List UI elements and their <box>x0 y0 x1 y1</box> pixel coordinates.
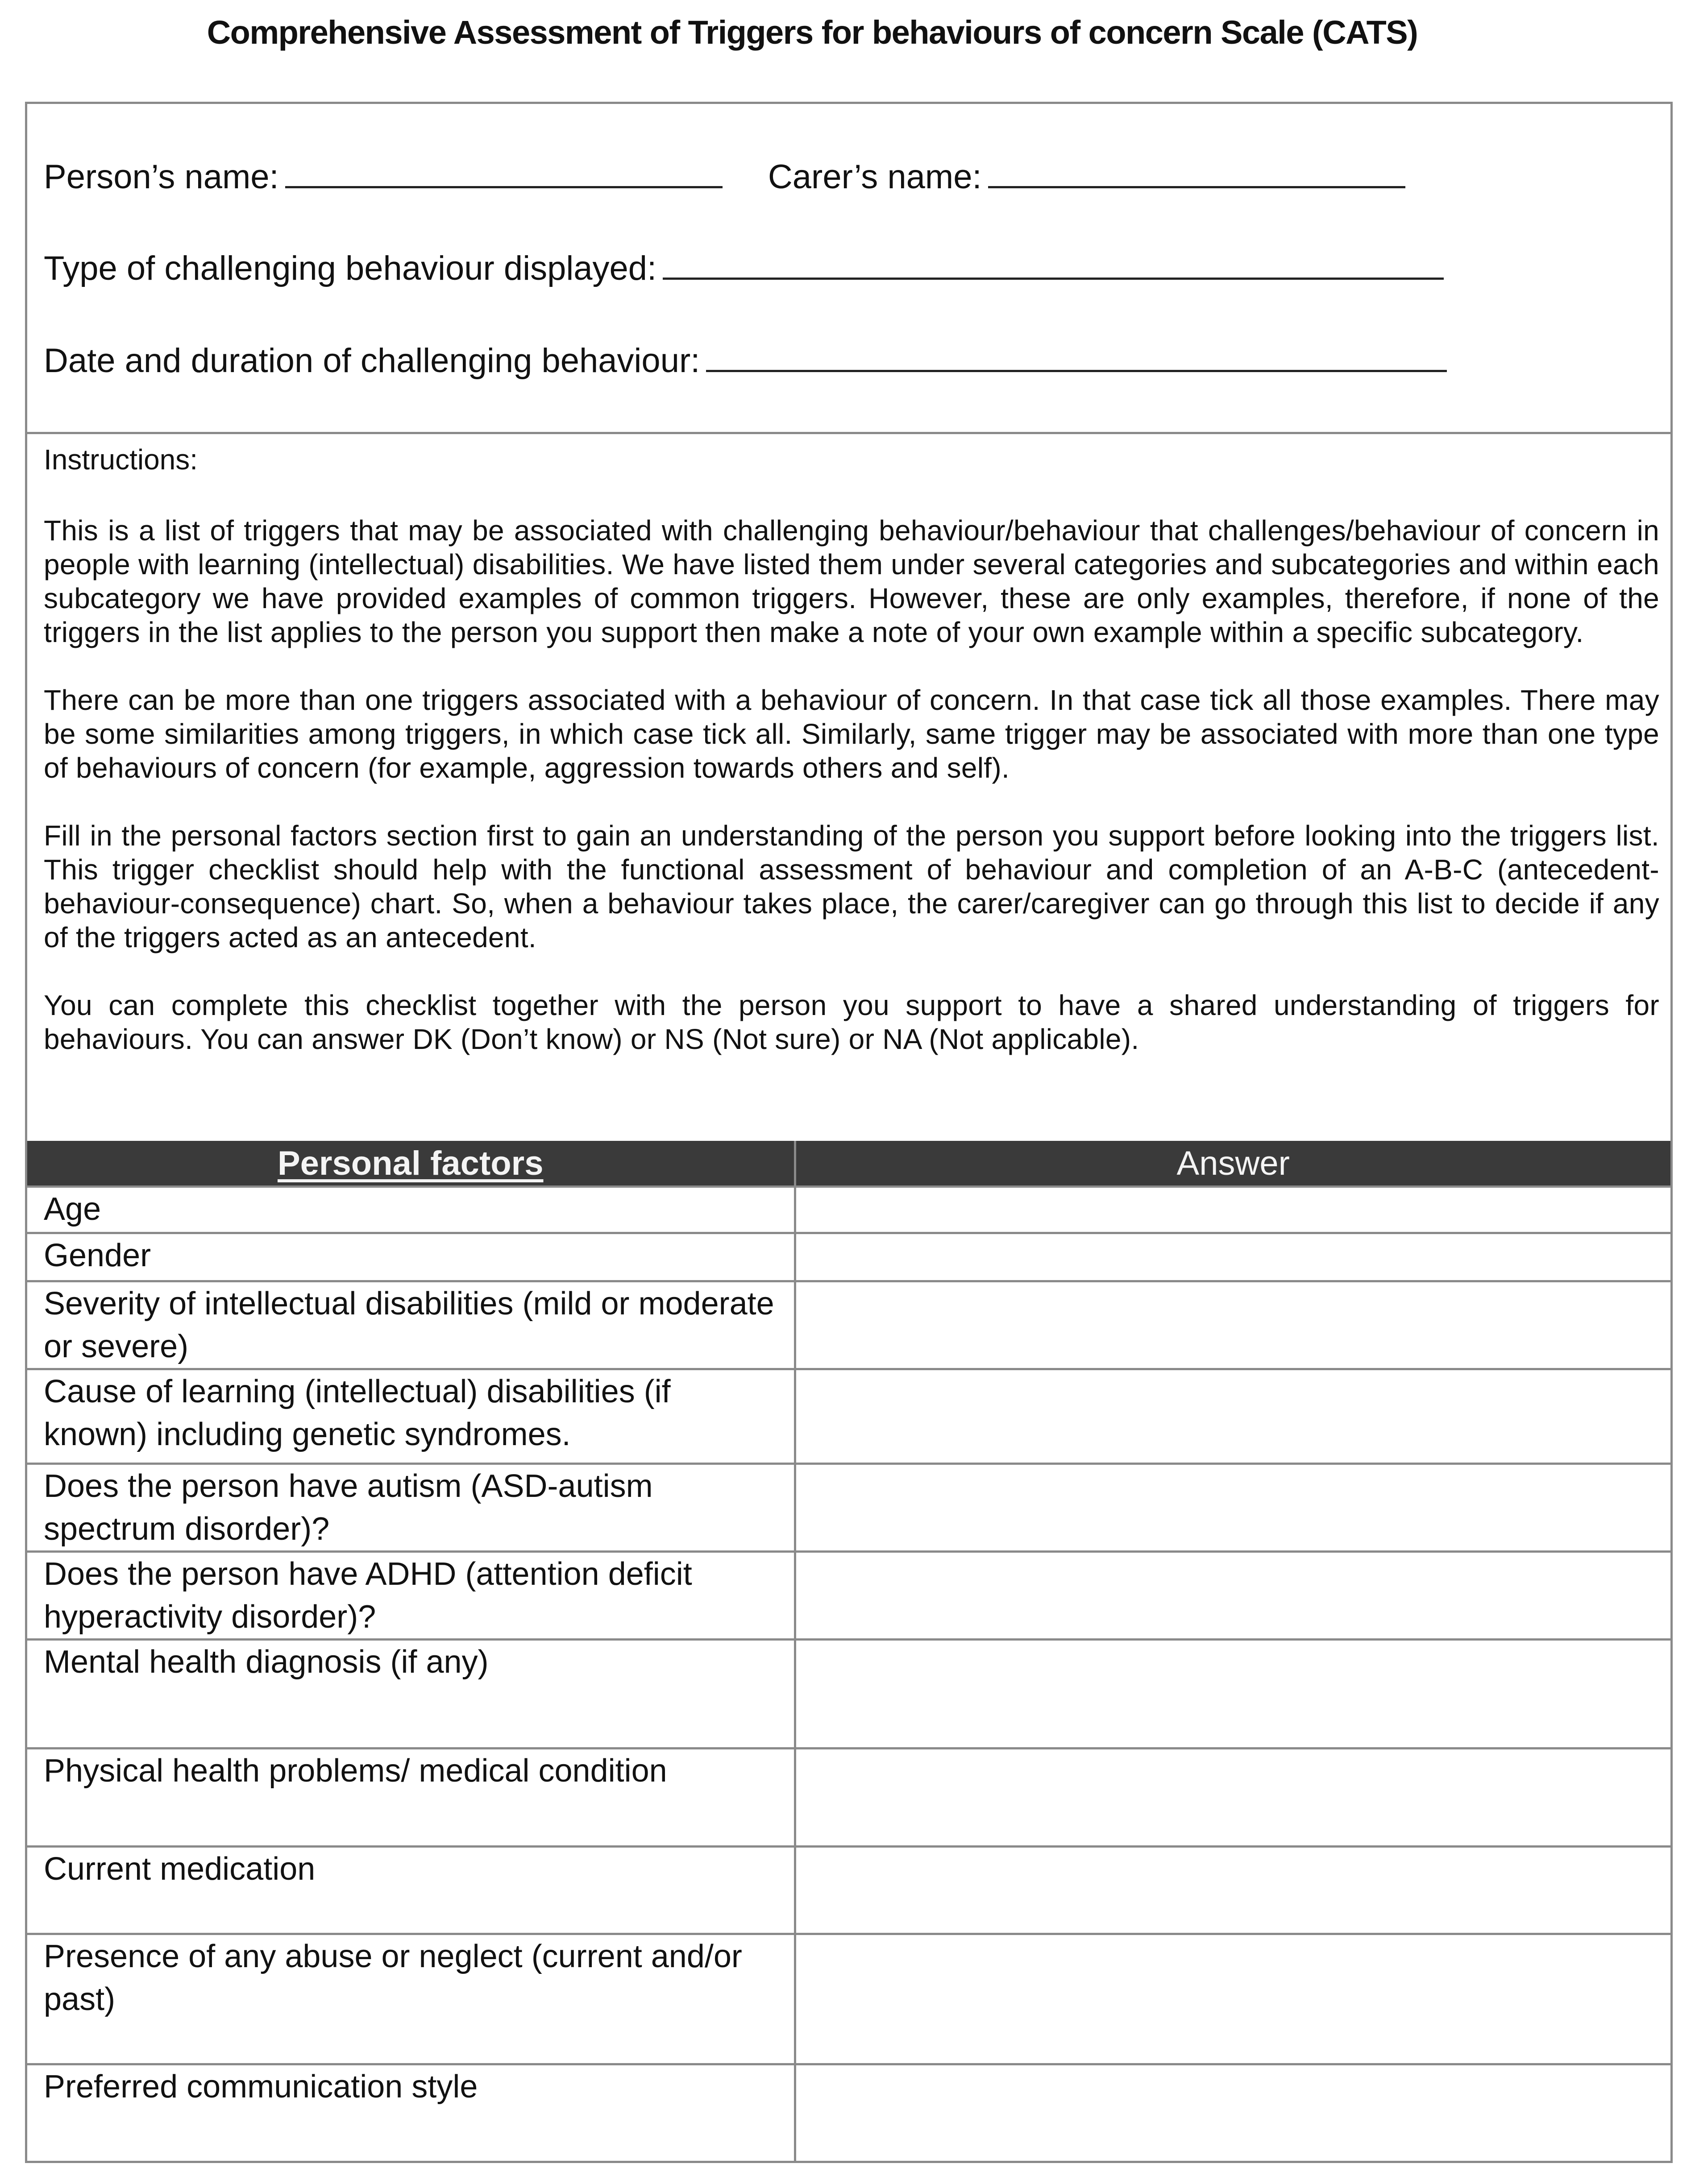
person-name-label: Person’s name: <box>44 158 279 196</box>
instructions-label: Instructions: <box>44 443 198 476</box>
date-duration-row <box>44 341 1447 380</box>
behaviour-type-input[interactable] <box>663 277 1444 280</box>
answer-cell[interactable] <box>795 1464 1670 1552</box>
answer-cell[interactable] <box>795 1847 1670 1934</box>
instructions-paragraph: Fill in the personal factors section first to gain an understanding of the person you support before looking into the triggers list. This trigger checklist should help with the functional assessment of behaviour and completion of an A-B-C (antecedent-behaviour-consequence) chart. So, when a behaviour takes place, the carer/caregiver can go through this list to decide if any of the triggers acted as an antecedent. <box>44 820 1659 953</box>
person-name-row <box>44 157 1405 196</box>
table-row <box>27 2064 1670 2163</box>
table-row <box>27 1640 1670 1749</box>
instructions-paragraph: You can complete this checklist together with the person you support to have a shared understanding of triggers for behaviours. You can answer DK (Don’t know) or NS (Not sure) or NA (Not applicable). <box>44 989 1659 1055</box>
details-section <box>27 104 1670 434</box>
factor-label: Physical health problems/ medical condition <box>27 1749 795 1847</box>
table-row <box>27 1187 1670 1233</box>
behaviour-type-row <box>44 249 1444 288</box>
table-row <box>27 1552 1670 1640</box>
answer-cell[interactable] <box>795 1369 1670 1464</box>
factor-label: Presence of any abuse or neglect (current and/or past) <box>27 1934 795 2064</box>
date-duration-label: Date and duration of challenging behaviour: <box>44 342 700 380</box>
table-header-row <box>27 1141 1670 1187</box>
form-frame <box>25 102 1673 2163</box>
carer-name-input[interactable] <box>988 186 1405 188</box>
answer-header: Answer <box>795 1141 1670 1187</box>
person-name-input[interactable] <box>285 186 723 188</box>
table-row <box>27 1847 1670 1934</box>
factor-label: Current medication <box>27 1847 795 1934</box>
personal-factors-table <box>27 1141 1670 2163</box>
instructions-section <box>44 443 1659 1090</box>
table-row <box>27 1281 1670 1369</box>
answer-cell[interactable] <box>795 1640 1670 1749</box>
answer-cell[interactable] <box>795 1187 1670 1233</box>
factor-label: Preferred communication style <box>27 2064 795 2163</box>
answer-cell[interactable] <box>795 1281 1670 1369</box>
answer-cell[interactable] <box>795 1552 1670 1640</box>
answer-cell[interactable] <box>795 1233 1670 1281</box>
table-row <box>27 1464 1670 1552</box>
factor-label: Mental health diagnosis (if any) <box>27 1640 795 1749</box>
page-title: Comprehensive Assessment of Triggers for behaviours of concern Scale (CATS) <box>207 14 1418 51</box>
table-row <box>27 1233 1670 1281</box>
factor-label: Age <box>27 1187 795 1233</box>
factor-label: Does the person have ADHD (attention deficit hyperactivity disorder)? <box>27 1552 795 1640</box>
table-row <box>27 1369 1670 1464</box>
instructions-paragraph: There can be more than one triggers associated with a behaviour of concern. In that case tick all those examples. There may be some similarities among triggers, in which case tick all. Similarly, same trigger may be associated with more than one type of behaviours of concern (for example, aggression towards others and self). <box>44 684 1659 784</box>
answer-cell[interactable] <box>795 2064 1670 2163</box>
factor-label: Cause of learning (intellectual) disabilities (if known) including genetic syndromes. <box>27 1369 795 1464</box>
instructions-paragraph: This is a list of triggers that may be associated with challenging behaviour/behaviour that challenges/behaviour of concern in people with learning (intellectual) disabilities. We have listed them under several categories and subcategories and within each subcategory we have provided examples of common triggers. However, these are only examples, therefore, if none of the triggers in the list applies to the person you support then make a note of your own example within a specific subcategory. <box>44 514 1659 648</box>
answer-cell[interactable] <box>795 1749 1670 1847</box>
table-row <box>27 1934 1670 2064</box>
table-row <box>27 1749 1670 1847</box>
carer-name-label: Carer’s name: <box>768 158 982 196</box>
personal-factors-header: Personal factors <box>27 1141 795 1187</box>
factor-label: Does the person have autism (ASD-autism spectrum disorder)? <box>27 1464 795 1552</box>
behaviour-type-label: Type of challenging behaviour displayed: <box>44 249 657 287</box>
date-duration-input[interactable] <box>706 369 1447 372</box>
factor-label: Severity of intellectual disabilities (mild or moderate or severe) <box>27 1281 795 1369</box>
factor-label: Gender <box>27 1233 795 1281</box>
answer-cell[interactable] <box>795 1934 1670 2064</box>
